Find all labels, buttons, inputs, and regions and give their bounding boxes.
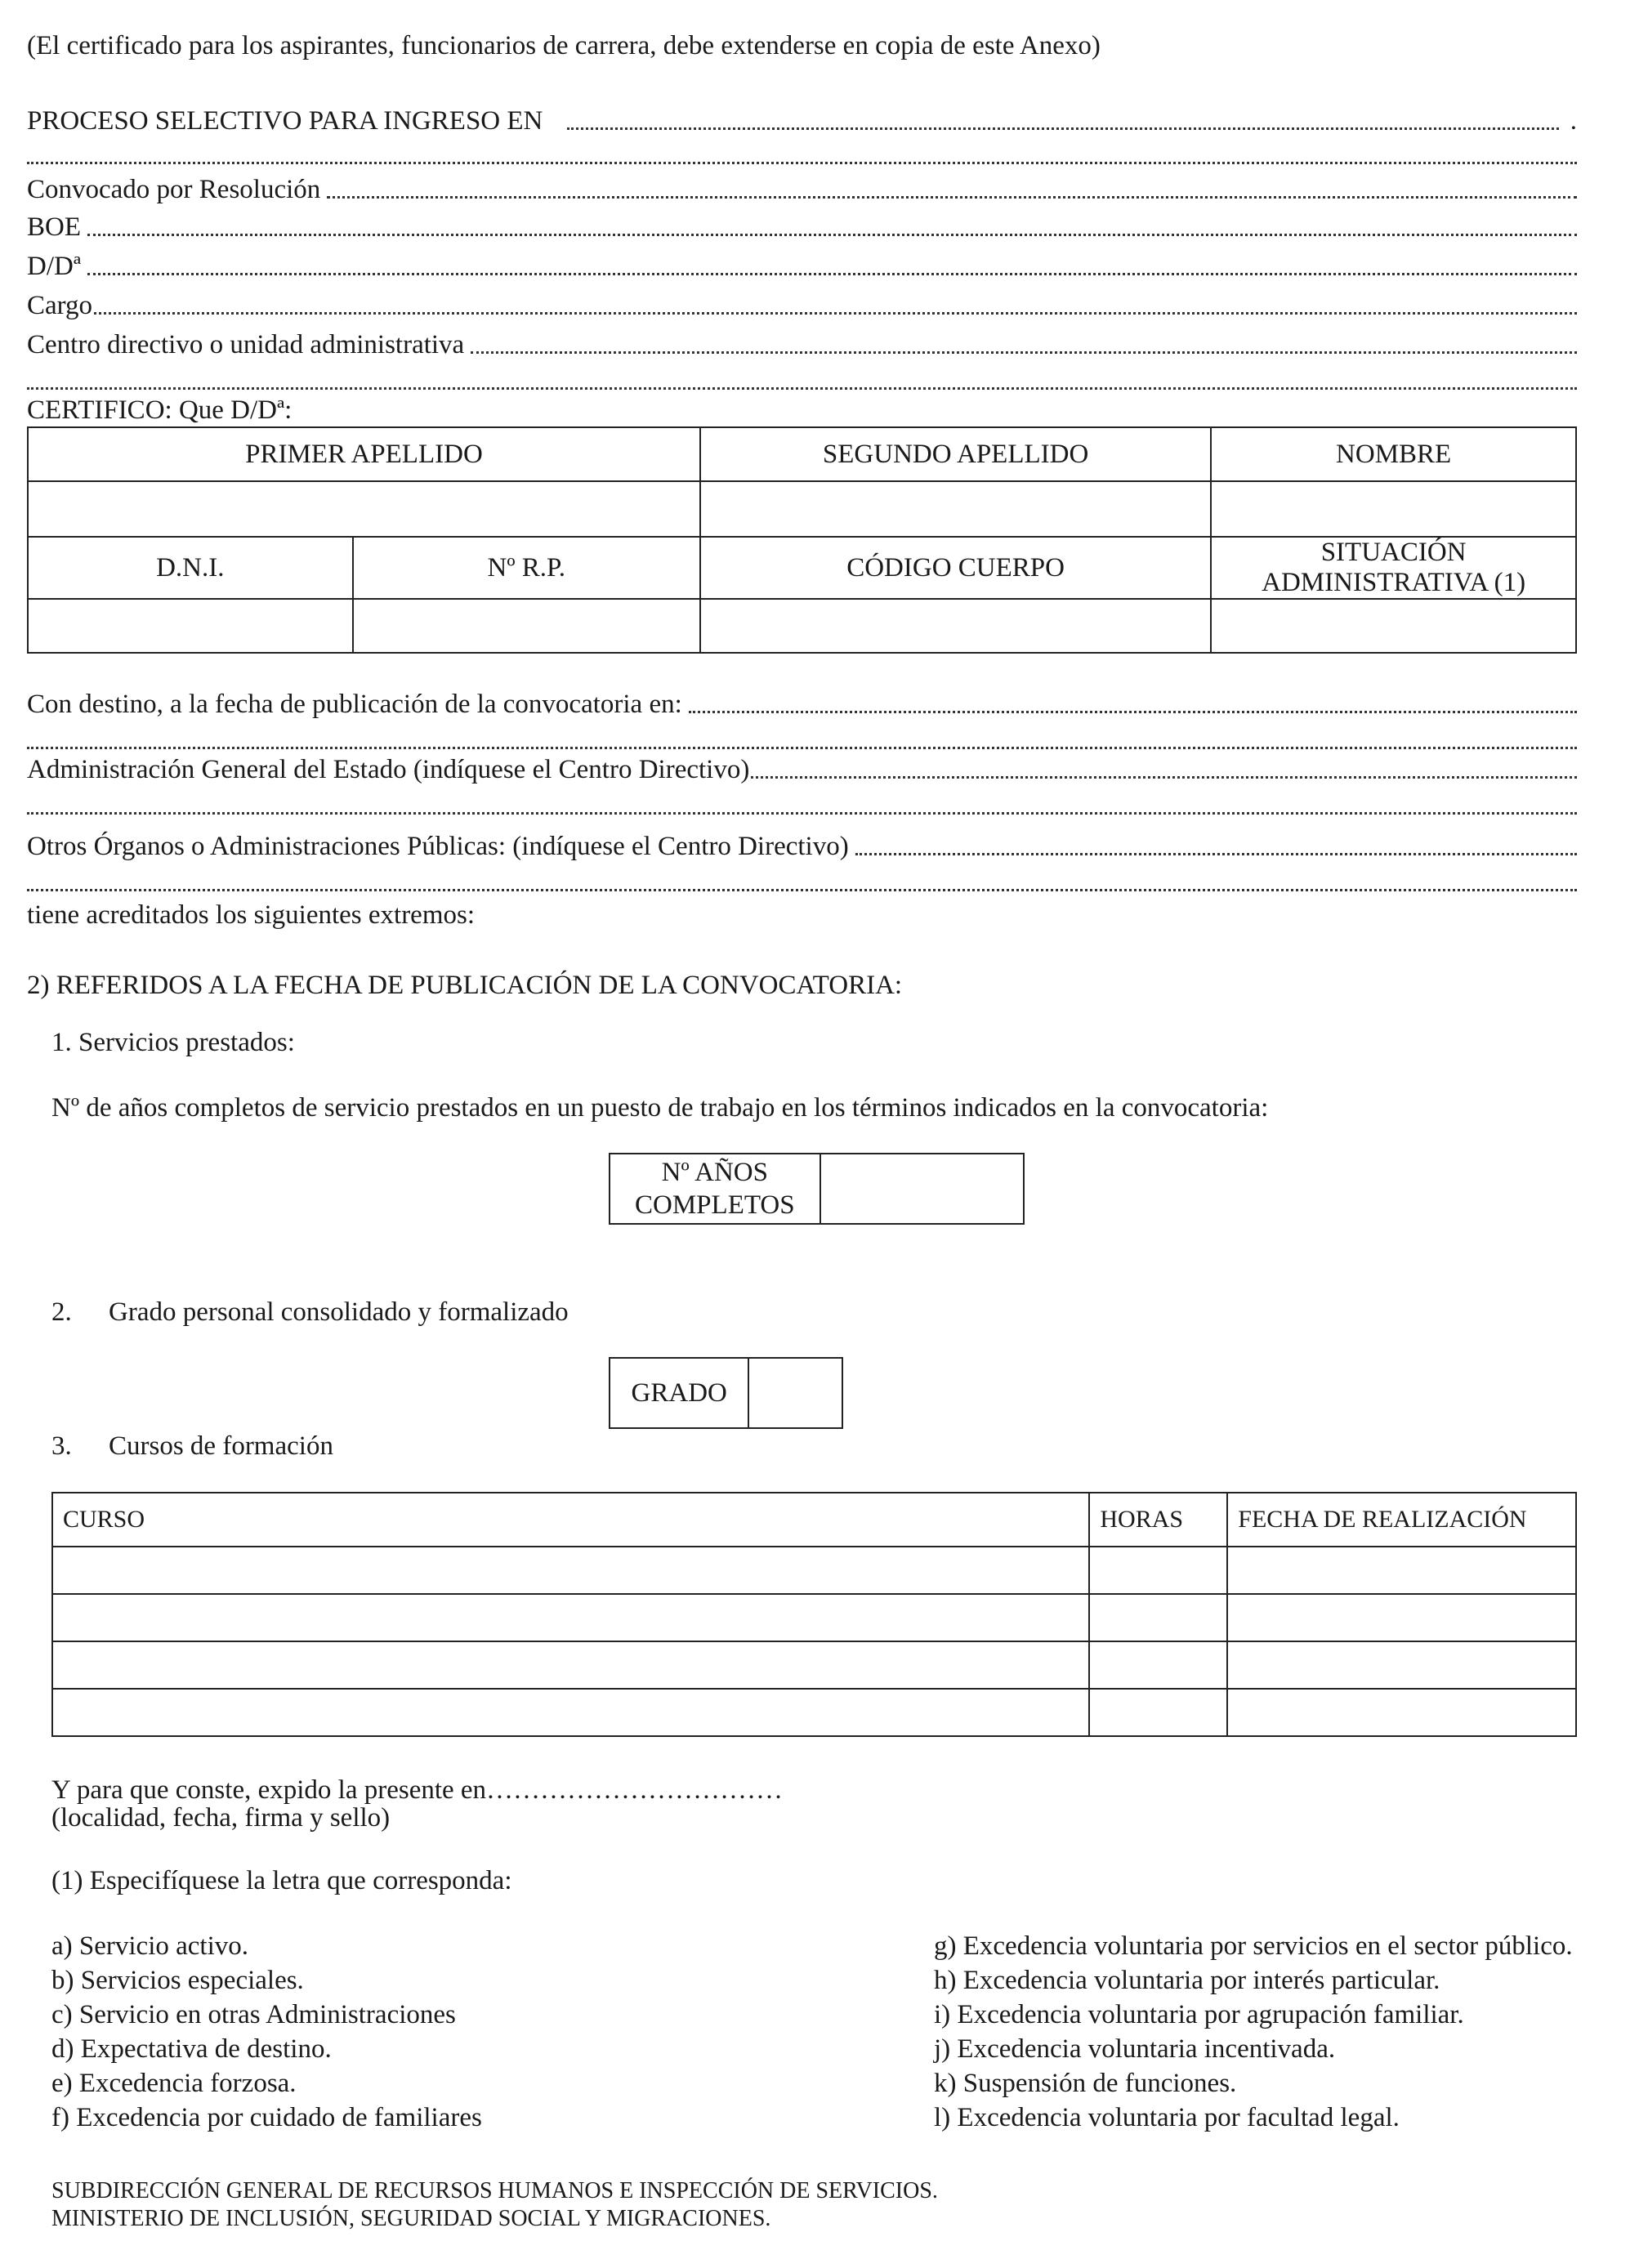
fecha-input[interactable] xyxy=(1227,1594,1576,1641)
cargo-label: Cargo xyxy=(27,291,93,320)
header-horas: HORAS xyxy=(1089,1493,1227,1547)
footnote-item: a) Servicio activo. xyxy=(51,1931,248,1961)
age-field[interactable] xyxy=(27,753,1577,786)
footer-line-2: MINISTERIO DE INCLUSIÓN, SEGURIDAD SOCIAL Y MIGRACIONES. xyxy=(51,2206,771,2231)
input-codigo-cuerpo[interactable] xyxy=(700,599,1211,653)
grado-table xyxy=(609,1357,843,1429)
anos-label-line2: COMPLETOS xyxy=(635,1190,795,1220)
convocado-field[interactable] xyxy=(27,173,1577,206)
centro-label: Centro directivo o unidad administrativa xyxy=(27,330,465,359)
header-codigo-cuerpo: CÓDIGO CUERPO xyxy=(700,537,1211,599)
item1-heading: 1. Servicios prestados: xyxy=(51,1028,295,1057)
footer-line-1: SUBDIRECCIÓN GENERAL DE RECURSOS HUMANOS E INSPECCIÓN DE SERVICIOS. xyxy=(51,2178,938,2203)
section2-title: 2) REFERIDOS A LA FECHA DE PUBLICACIÓN DE LA CONVOCATORIA: xyxy=(27,971,903,1000)
item3-number: 3. xyxy=(51,1431,72,1461)
curso-input[interactable] xyxy=(52,1594,1089,1641)
footnote-item: i) Excedencia voluntaria por agrupación familiar. xyxy=(934,2000,1464,2029)
destino-continuation-field[interactable] xyxy=(27,724,1577,757)
dotted-line xyxy=(471,350,1577,354)
curso-input[interactable] xyxy=(52,1641,1089,1689)
item1-description: Nº de años completos de servicio prestados en un puesto de trabajo en los términos indicados en la convocatoria: xyxy=(51,1093,1269,1123)
boe-label: BOE xyxy=(27,212,81,242)
age-continuation-field[interactable] xyxy=(27,789,1577,822)
curso-input[interactable] xyxy=(52,1689,1089,1736)
cargo-field[interactable] xyxy=(27,289,1577,322)
anos-input[interactable] xyxy=(820,1154,1024,1224)
footnote-item: h) Excedencia voluntaria por interés particular. xyxy=(934,1966,1440,1995)
age-label: Administración General del Estado (indíquese el Centro Directivo) xyxy=(27,755,750,784)
dotted-line xyxy=(94,311,1577,315)
footnote-item: e) Excedencia forzosa. xyxy=(51,2069,297,2098)
footnote-item: b) Servicios especiales. xyxy=(51,1966,304,1995)
proceso-field[interactable] xyxy=(27,105,1577,137)
dotted-line xyxy=(87,272,1577,275)
header-nombre: NOMBRE xyxy=(1211,427,1576,481)
acreditados-text: tiene acreditados los siguientes extremos: xyxy=(27,900,476,930)
input-situacion[interactable] xyxy=(1211,599,1576,653)
destino-label: Con destino, a la fecha de publicación de la convocatoria en: xyxy=(27,690,682,719)
dotted-line xyxy=(27,811,1577,815)
fecha-input[interactable] xyxy=(1227,1641,1576,1689)
fecha-input[interactable] xyxy=(1227,1689,1576,1736)
footnote-item: c) Servicio en otras Administraciones xyxy=(51,2000,456,2029)
grado-label: GRADO xyxy=(610,1358,748,1428)
footnote-item: k) Suspensión de funciones. xyxy=(934,2069,1237,2098)
identity-table xyxy=(27,426,1577,654)
anos-label-line1: Nº AÑOS xyxy=(661,1158,768,1187)
header-curso: CURSO xyxy=(52,1493,1089,1547)
header-dni: D.N.I. xyxy=(28,537,353,599)
otros-continuation-field[interactable] xyxy=(27,866,1577,899)
dotted-line xyxy=(27,746,1577,749)
header-note: (El certificado para los aspirantes, funcionarios de carrera, debe extenderse en copia de este Anexo) xyxy=(27,31,1101,60)
header-segundo-apellido: SEGUNDO APELLIDO xyxy=(700,427,1211,481)
dotted-line xyxy=(327,195,1577,199)
footnote-item: l) Excedencia voluntaria por facultad legal. xyxy=(934,2103,1400,2132)
dotted-line xyxy=(87,233,1577,236)
footnote-item: f) Excedencia por cuidado de familiares xyxy=(51,2103,482,2132)
centro-field[interactable] xyxy=(27,328,1577,361)
table-row xyxy=(52,1689,1576,1736)
horas-input[interactable] xyxy=(1089,1641,1227,1689)
header-fecha: FECHA DE REALIZACIÓN xyxy=(1227,1493,1576,1547)
header-primer-apellido: PRIMER APELLIDO xyxy=(28,427,700,481)
anos-label-cell xyxy=(610,1154,820,1224)
dda-label: D/Dª xyxy=(27,252,81,281)
proceso-continuation-field[interactable] xyxy=(27,139,1577,172)
input-nombre[interactable] xyxy=(1211,481,1576,537)
boe-field[interactable] xyxy=(27,211,1577,243)
table-row xyxy=(52,1641,1576,1689)
anos-table xyxy=(609,1153,1025,1225)
footnote-item: j) Excedencia voluntaria incentivada. xyxy=(934,2034,1336,2064)
otros-field[interactable] xyxy=(27,830,1577,863)
grado-input[interactable] xyxy=(748,1358,842,1428)
header-situacion: SITUACIÓN ADMINISTRATIVA (1) xyxy=(1211,537,1576,599)
item2-number: 2. xyxy=(51,1297,72,1327)
input-dni[interactable] xyxy=(28,599,353,653)
destino-field[interactable] xyxy=(27,688,1577,721)
fecha-input[interactable] xyxy=(1227,1547,1576,1594)
footnote-title: (1) Especifíquese la letra que corresponda: xyxy=(51,1866,512,1895)
dotted-line xyxy=(27,888,1577,891)
dotted-line xyxy=(855,852,1577,855)
table-row xyxy=(52,1547,1576,1594)
proceso-label: PROCESO SELECTIVO PARA INGRESO EN xyxy=(27,106,543,136)
certifico-label: CERTIFICO: Que D/Dª: xyxy=(27,395,293,425)
horas-input[interactable] xyxy=(1089,1547,1227,1594)
footnote-item: d) Expectativa de destino. xyxy=(51,2034,332,2064)
input-nrp[interactable] xyxy=(353,599,700,653)
dotted-line xyxy=(27,386,1577,390)
horas-input[interactable] xyxy=(1089,1594,1227,1641)
proceso-tail: . xyxy=(1570,106,1577,136)
table-row xyxy=(52,1594,1576,1641)
item2-heading: Grado personal consolidado y formalizado xyxy=(109,1297,569,1327)
dotted-line xyxy=(567,127,1558,130)
centro-continuation-field[interactable] xyxy=(27,364,1577,397)
dotted-line xyxy=(689,710,1577,713)
footnote-item: g) Excedencia voluntaria por servicios en el sector público. xyxy=(934,1931,1573,1961)
input-segundo-apellido[interactable] xyxy=(700,481,1211,537)
dotted-line xyxy=(27,161,1577,164)
input-primer-apellido[interactable] xyxy=(28,481,700,537)
cursos-table xyxy=(51,1492,1577,1737)
item3-heading: Cursos de formación xyxy=(109,1431,333,1461)
otros-label: Otros Órganos o Administraciones Públicas: (indíquese el Centro Directivo) xyxy=(27,832,849,861)
closing-line: Y para que conste, expido la presente en…………………………… xyxy=(51,1775,784,1805)
header-nrp: Nº R.P. xyxy=(353,537,700,599)
closing-subline: (localidad, fecha, firma y sello) xyxy=(51,1803,391,1833)
dotted-line xyxy=(751,775,1577,779)
dda-field[interactable] xyxy=(27,250,1577,283)
convocado-label: Convocado por Resolución xyxy=(27,175,321,204)
curso-input[interactable] xyxy=(52,1547,1089,1594)
horas-input[interactable] xyxy=(1089,1689,1227,1736)
